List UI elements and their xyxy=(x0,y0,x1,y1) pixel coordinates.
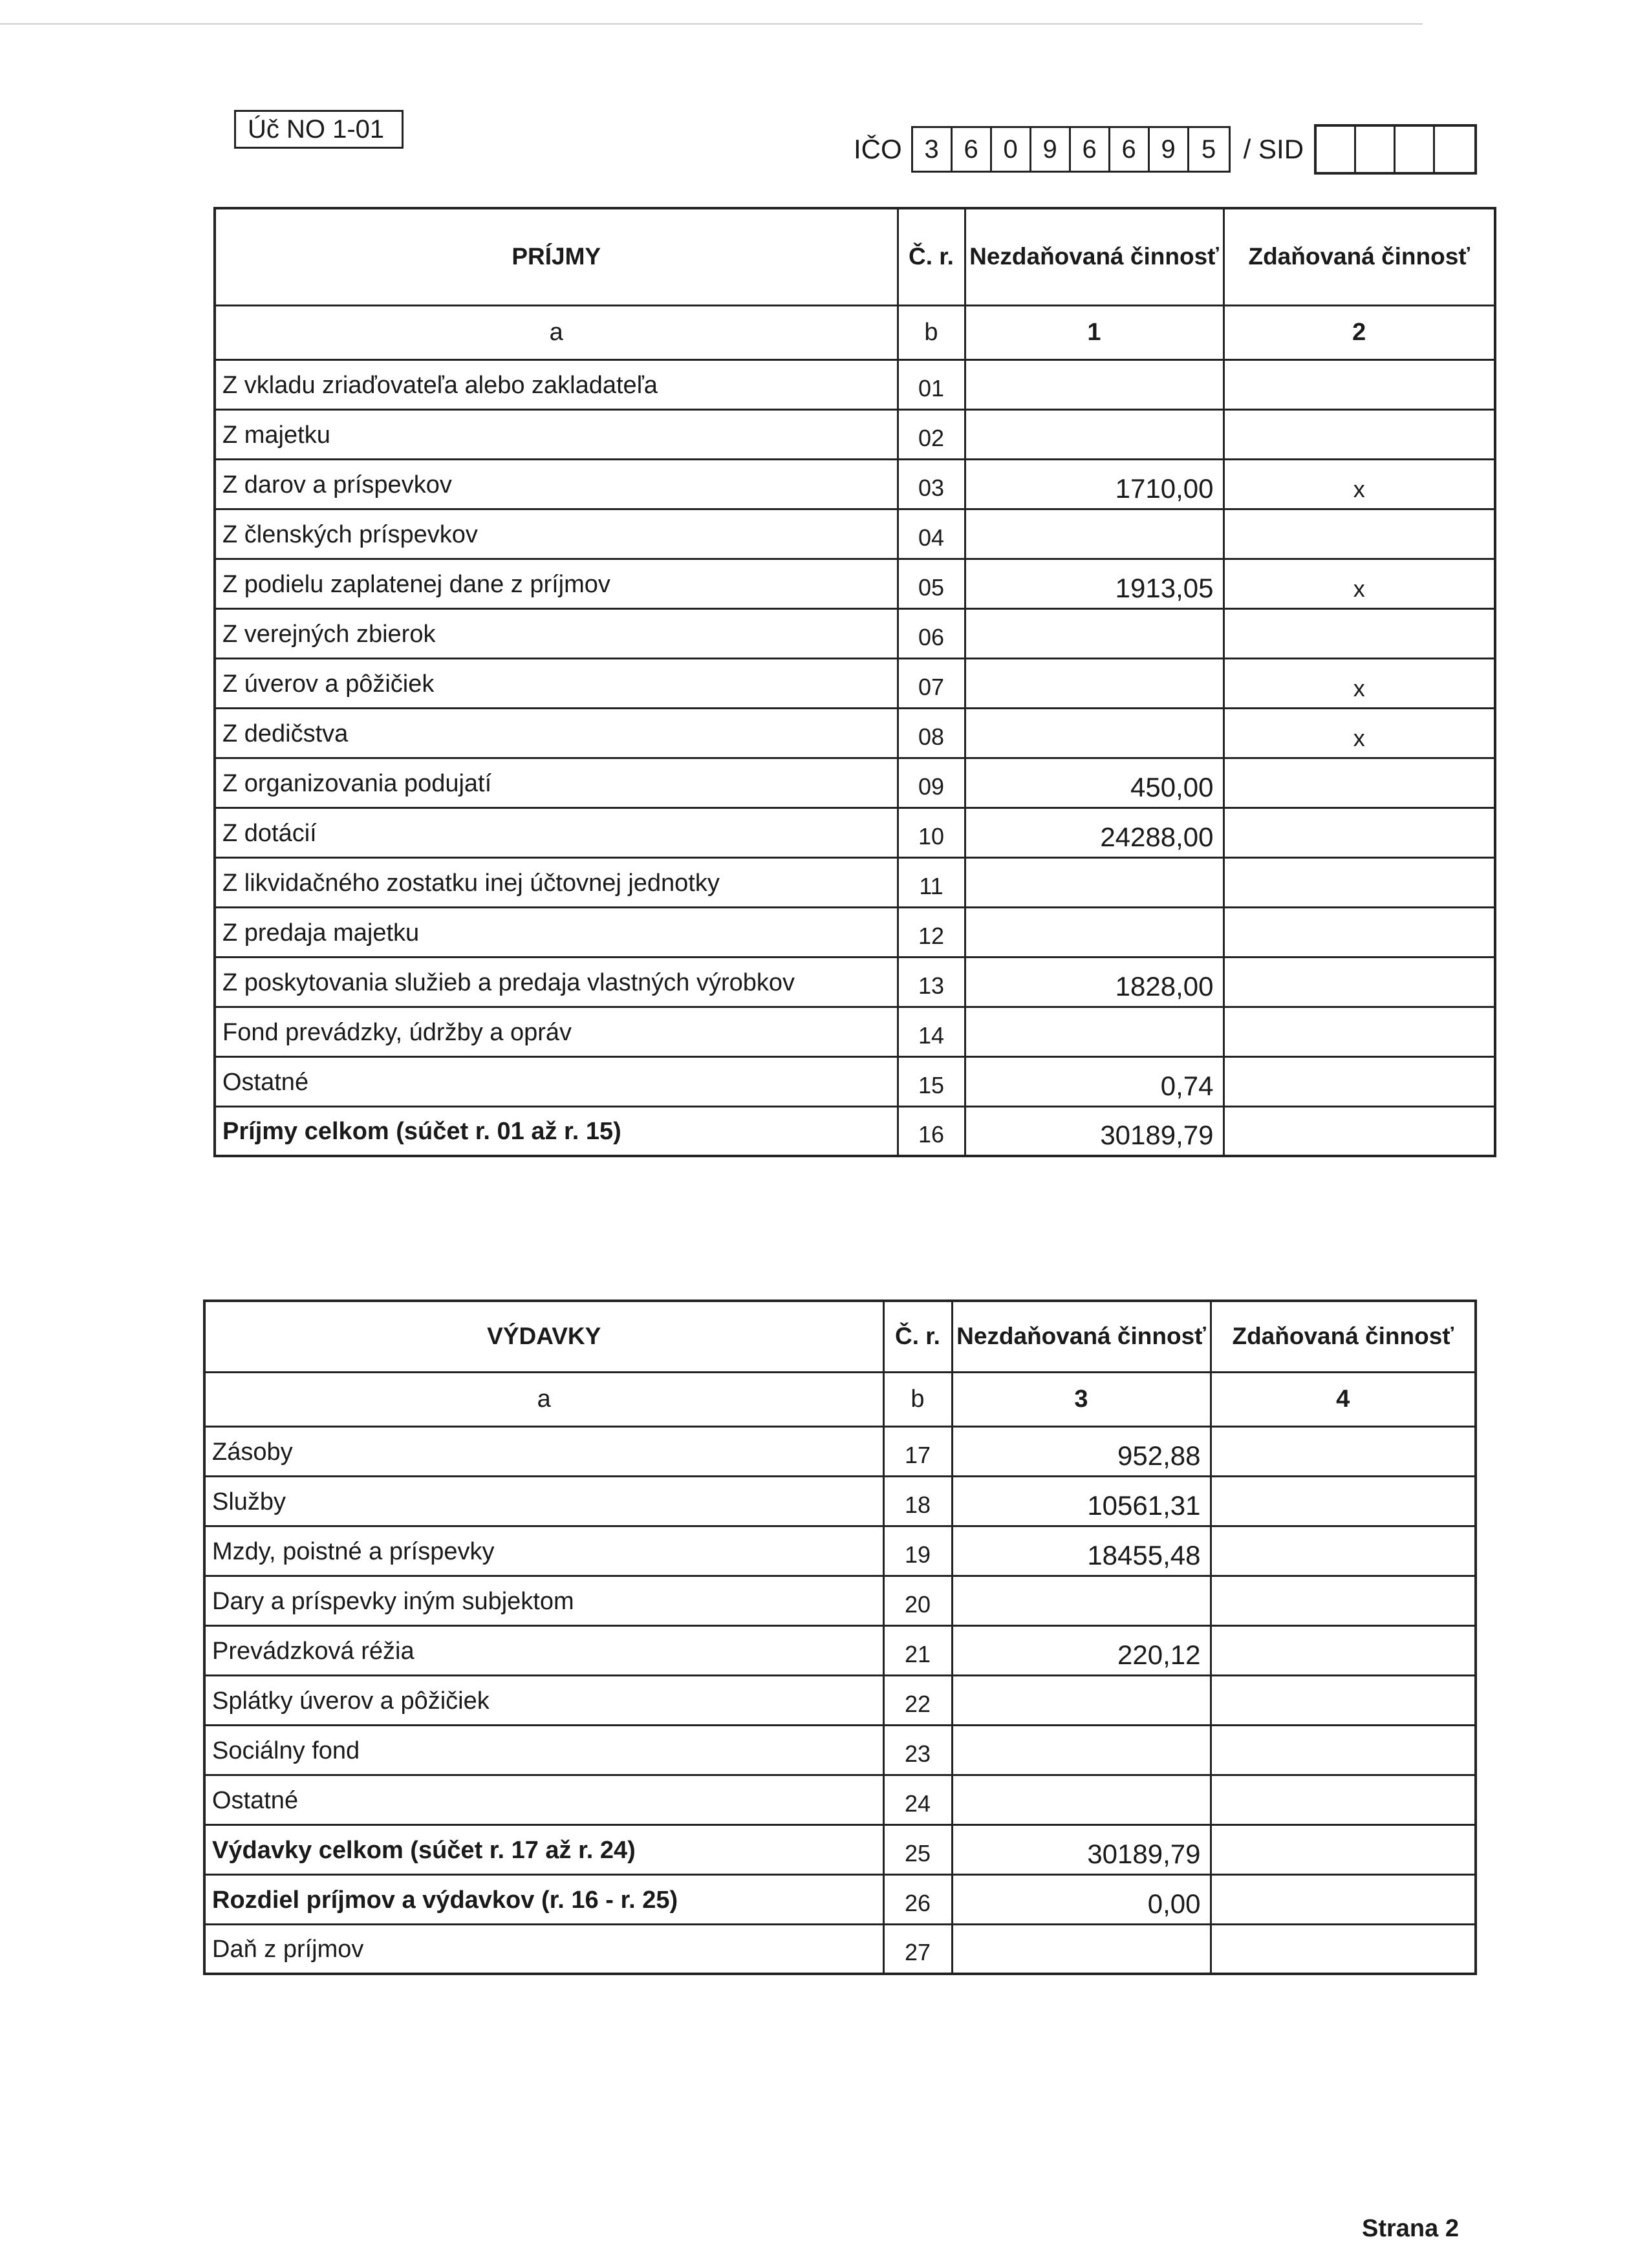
row-number: 15 xyxy=(898,1056,965,1106)
row-number: 02 xyxy=(898,409,965,459)
row-number: 07 xyxy=(898,658,965,708)
row-number: 05 xyxy=(898,559,965,608)
zdanovana-value xyxy=(1211,1426,1476,1476)
nezdanovana-value xyxy=(952,1775,1211,1824)
nezdanovana-value xyxy=(952,1725,1211,1775)
nezdanovana-value xyxy=(965,658,1223,708)
row-label: Služby xyxy=(204,1476,883,1526)
row-label: Fond prevádzky, údržby a opráv xyxy=(215,1007,898,1056)
zdanovana-value xyxy=(1223,957,1495,1007)
table-row xyxy=(215,409,1495,459)
row-number: 27 xyxy=(883,1924,952,1974)
zdanovana-value xyxy=(1223,409,1495,459)
table-row xyxy=(204,1625,1476,1675)
zdanovana-value xyxy=(1211,1576,1476,1625)
scan-edge-line xyxy=(0,23,1423,25)
ico-digit: 6 xyxy=(953,128,992,171)
ico-label: IČO xyxy=(854,134,902,164)
row-label: Z likvidačného zostatku inej účtovnej jednotky xyxy=(215,857,898,907)
zdanovana-value xyxy=(1223,509,1495,559)
zdanovana-value xyxy=(1211,1924,1476,1974)
row-number: 24 xyxy=(883,1775,952,1824)
nezdanovana-value: 24288,00 xyxy=(965,808,1223,857)
row-number: 21 xyxy=(883,1625,952,1675)
sid-boxes xyxy=(1314,124,1477,175)
table-row xyxy=(204,1725,1476,1775)
sid-cell xyxy=(1435,127,1474,172)
row-label: Z podielu zaplatenej dane z príjmov xyxy=(215,559,898,608)
zdanovana-value xyxy=(1223,857,1495,907)
subheader-a: a xyxy=(204,1372,883,1426)
zdanovana-value xyxy=(1211,1824,1476,1874)
zdanovana-value: x xyxy=(1223,459,1495,509)
zdanovana-value xyxy=(1223,608,1495,658)
ico-digit: 9 xyxy=(1031,128,1071,171)
row-number: 23 xyxy=(883,1725,952,1775)
table-row xyxy=(204,1426,1476,1476)
nezdanovana-value xyxy=(952,1675,1211,1725)
page-number: Strana 2 xyxy=(1362,2215,1459,2242)
row-label: Príjmy celkom (súčet r. 01 až r. 15) xyxy=(215,1106,898,1156)
col-cr-header: Č. r. xyxy=(883,1301,952,1372)
table-row xyxy=(215,459,1495,509)
vydavky-table xyxy=(203,1300,1477,1975)
zdanovana-value xyxy=(1211,1526,1476,1576)
table-row xyxy=(215,509,1495,559)
nezdanovana-value xyxy=(965,1007,1223,1056)
nezdanovana-value: 10561,31 xyxy=(952,1476,1211,1526)
row-label: Z majetku xyxy=(215,409,898,459)
col-nezdanovana-header: Nezdaňovaná činnosť xyxy=(952,1301,1211,1372)
row-number: 11 xyxy=(898,857,965,907)
row-number: 08 xyxy=(898,708,965,758)
zdanovana-value xyxy=(1223,359,1495,409)
row-label: Sociálny fond xyxy=(204,1725,883,1775)
row-label: Rozdiel príjmov a výdavkov (r. 16 - r. 25) xyxy=(204,1874,883,1924)
sid-cell xyxy=(1396,127,1435,172)
table-row xyxy=(215,758,1495,808)
vydavky-rows xyxy=(204,1426,1476,1974)
nezdanovana-value: 1710,00 xyxy=(965,459,1223,509)
row-label: Z poskytovania služieb a predaja vlastných výrobkov xyxy=(215,957,898,1007)
row-number: 14 xyxy=(898,1007,965,1056)
sid-cell xyxy=(1317,127,1356,172)
row-label: Výdavky celkom (súčet r. 17 až r. 24) xyxy=(204,1824,883,1874)
row-number: 13 xyxy=(898,957,965,1007)
subheader-b: b xyxy=(883,1372,952,1426)
form-code: Úč NO 1-01 xyxy=(248,114,385,144)
nezdanovana-value xyxy=(965,857,1223,907)
row-label: Z verejných zbierok xyxy=(215,608,898,658)
row-number: 01 xyxy=(898,359,965,409)
vydavky-title: VÝDAVKY xyxy=(204,1301,883,1372)
row-number: 04 xyxy=(898,509,965,559)
table-row xyxy=(215,359,1495,409)
table-row xyxy=(204,1824,1476,1874)
table-row xyxy=(215,957,1495,1007)
zdanovana-value xyxy=(1211,1725,1476,1775)
row-number: 17 xyxy=(883,1426,952,1476)
zdanovana-value xyxy=(1211,1625,1476,1675)
nezdanovana-value: 952,88 xyxy=(952,1426,1211,1476)
subheader-2: 2 xyxy=(1223,305,1495,359)
row-label: Z dotácií xyxy=(215,808,898,857)
zdanovana-value xyxy=(1223,808,1495,857)
table-row xyxy=(215,608,1495,658)
row-number: 09 xyxy=(898,758,965,808)
nezdanovana-value: 30189,79 xyxy=(965,1106,1223,1156)
zdanovana-value xyxy=(1211,1775,1476,1824)
ico-sid-field xyxy=(854,125,1477,173)
row-label: Z úverov a pôžičiek xyxy=(215,658,898,708)
row-number: 16 xyxy=(898,1106,965,1156)
prijmy-title: PRÍJMY xyxy=(215,208,898,305)
ico-digit: 0 xyxy=(992,128,1031,171)
table-row xyxy=(204,1874,1476,1924)
zdanovana-value xyxy=(1211,1675,1476,1725)
row-label: Zásoby xyxy=(204,1426,883,1476)
ico-digit: 5 xyxy=(1202,134,1216,164)
subheader-4: 4 xyxy=(1211,1372,1476,1426)
sid-label: / SID xyxy=(1243,134,1304,164)
sid-cell xyxy=(1356,127,1396,172)
row-label: Daň z príjmov xyxy=(204,1924,883,1974)
ico-digit: 6 xyxy=(1071,128,1110,171)
subheader-1: 1 xyxy=(965,305,1223,359)
table-row xyxy=(215,1007,1495,1056)
row-number: 19 xyxy=(883,1526,952,1576)
col-cr-header: Č. r. xyxy=(898,208,965,305)
nezdanovana-value xyxy=(965,409,1223,459)
table-row xyxy=(204,1675,1476,1725)
zdanovana-value xyxy=(1223,1007,1495,1056)
row-label: Z členských príspevkov xyxy=(215,509,898,559)
nezdanovana-value: 0,00 xyxy=(952,1874,1211,1924)
nezdanovana-value xyxy=(965,359,1223,409)
row-label: Prevádzková réžia xyxy=(204,1625,883,1675)
row-label: Dary a príspevky iným subjektom xyxy=(204,1576,883,1625)
form-code-box xyxy=(234,110,404,149)
subheader-3: 3 xyxy=(952,1372,1211,1426)
subheader-b: b xyxy=(898,305,965,359)
row-label: Z darov a príspevkov xyxy=(215,459,898,509)
row-number: 25 xyxy=(883,1824,952,1874)
table-row xyxy=(215,708,1495,758)
row-label: Z organizovania podujatí xyxy=(215,758,898,808)
zdanovana-value xyxy=(1223,1106,1495,1156)
table-row xyxy=(215,1056,1495,1106)
row-label: Ostatné xyxy=(204,1775,883,1824)
nezdanovana-value xyxy=(952,1576,1211,1625)
table-row xyxy=(204,1775,1476,1824)
prijmy-table xyxy=(213,207,1496,1157)
table-row xyxy=(215,907,1495,957)
nezdanovana-value xyxy=(965,708,1223,758)
ico-digit: 6 xyxy=(1110,128,1150,171)
nezdanovana-value xyxy=(965,907,1223,957)
table-row xyxy=(204,1924,1476,1974)
subheader-a: a xyxy=(215,305,898,359)
nezdanovana-value: 450,00 xyxy=(965,758,1223,808)
zdanovana-value xyxy=(1211,1874,1476,1924)
row-label: Z dedičstva xyxy=(215,708,898,758)
table-row xyxy=(204,1576,1476,1625)
table-row xyxy=(215,808,1495,857)
nezdanovana-value: 1828,00 xyxy=(965,957,1223,1007)
row-number: 10 xyxy=(898,808,965,857)
nezdanovana-value: 18455,48 xyxy=(952,1526,1211,1576)
zdanovana-value: x xyxy=(1223,658,1495,708)
row-number: 12 xyxy=(898,907,965,957)
nezdanovana-value: 0,74 xyxy=(965,1056,1223,1106)
row-number: 06 xyxy=(898,608,965,658)
row-label: Ostatné xyxy=(215,1056,898,1106)
zdanovana-value xyxy=(1223,907,1495,957)
ico-digit: 3 xyxy=(913,128,953,171)
zdanovana-value xyxy=(1223,758,1495,808)
nezdanovana-value xyxy=(965,509,1223,559)
nezdanovana-value: 220,12 xyxy=(952,1625,1211,1675)
row-label: Splátky úverov a pôžičiek xyxy=(204,1675,883,1725)
zdanovana-value: x xyxy=(1223,559,1495,608)
col-nezdanovana-header: Nezdaňovaná činnosť xyxy=(965,208,1223,305)
nezdanovana-value xyxy=(952,1924,1211,1974)
zdanovana-value xyxy=(1223,1056,1495,1106)
row-label: Z vkladu zriaďovateľa alebo zakladateľa xyxy=(215,359,898,409)
table-row xyxy=(215,559,1495,608)
nezdanovana-value xyxy=(965,608,1223,658)
row-number: 20 xyxy=(883,1576,952,1625)
row-label: Z predaja majetku xyxy=(215,907,898,957)
ico-digit: 9 xyxy=(1150,128,1189,171)
nezdanovana-value: 30189,79 xyxy=(952,1824,1211,1874)
row-label: Mzdy, poistné a príspevky xyxy=(204,1526,883,1576)
col-zdanovana-header: Zdaňovaná činnosť xyxy=(1211,1301,1476,1372)
zdanovana-value xyxy=(1211,1476,1476,1526)
col-zdanovana-header: Zdaňovaná činnosť xyxy=(1223,208,1495,305)
table-row xyxy=(204,1476,1476,1526)
row-number: 18 xyxy=(883,1476,952,1526)
zdanovana-value: x xyxy=(1223,708,1495,758)
table-row xyxy=(215,1106,1495,1156)
table-row xyxy=(215,658,1495,708)
row-number: 03 xyxy=(898,459,965,509)
nezdanovana-value: 1913,05 xyxy=(965,559,1223,608)
ico-digit-boxes xyxy=(911,126,1231,173)
prijmy-rows xyxy=(215,359,1495,1156)
table-row xyxy=(215,857,1495,907)
table-row xyxy=(204,1526,1476,1576)
row-number: 26 xyxy=(883,1874,952,1924)
row-number: 22 xyxy=(883,1675,952,1725)
